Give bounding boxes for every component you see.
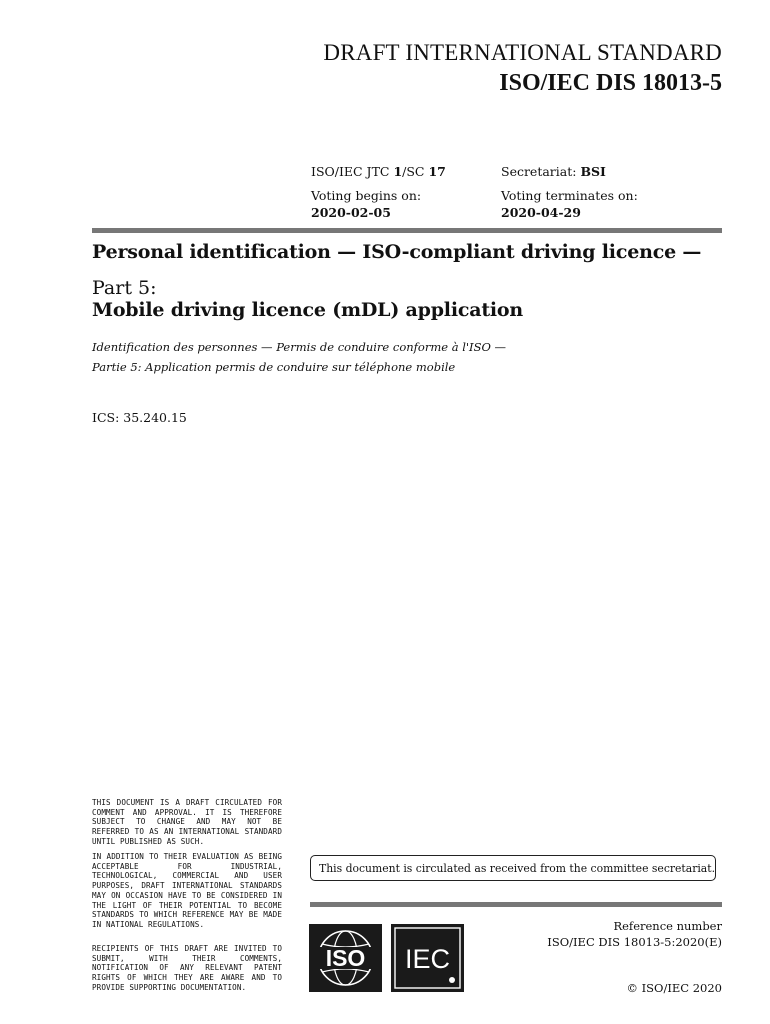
reference-label: Reference number	[613, 919, 722, 933]
circulated-note: This document is circulated as received from the committee secretariat.	[310, 855, 716, 881]
part-label: Part 5:	[92, 277, 157, 299]
french-title-line2: Partie 5: Application permis de conduire sur téléphone mobile	[92, 360, 456, 374]
iec-logo-icon	[391, 924, 464, 992]
reference-block	[547, 918, 722, 950]
iso-logo	[309, 924, 382, 992]
french-title-line1: Identification des personnes — Permis de conduire conforme à l'ISO —	[92, 340, 507, 354]
copyright: © ISO/IEC 2020	[626, 981, 722, 995]
sub-title: Mobile driving licence (mDL) application	[92, 299, 524, 321]
voting-begins	[311, 187, 421, 221]
secretariat: Secretariat: BSI	[501, 164, 606, 179]
svg-text:ISO: ISO	[325, 945, 366, 971]
committee: ISO/IEC JTC 1/SC 17	[311, 164, 446, 179]
voting-begins-label: Voting begins on:	[311, 188, 422, 203]
voting-terminates	[501, 187, 638, 221]
reference-number: ISO/IEC DIS 18013-5:2020(E)	[547, 935, 722, 949]
document-status: DRAFT INTERNATIONAL STANDARD	[323, 40, 722, 65]
iec-logo	[391, 924, 464, 992]
voting-begins-date: 2020-02-05	[311, 205, 391, 220]
footer-rule	[310, 902, 722, 907]
draft-notice-1: THIS DOCUMENT IS A DRAFT CIRCULATED FOR COMMENT AND APPROVAL. IT IS THEREFORE SUBJECT TO CHANGE AND MAY NOT BE REFERRED TO AS AN INTERNATIONAL STANDARD UNTIL PUBLISHED AS SUCH.	[92, 798, 282, 846]
svg-text:IEC: IEC	[404, 944, 451, 974]
draft-notice-2: IN ADDITION TO THEIR EVALUATION AS BEING ACCEPTABLE FOR INDUSTRIAL, TECHNOLOGICAL, COMMERCIAL AND USER PURPOSES, DRAFT INTERNATIONAL STANDARDS MAY ON OCCASION HAVE TO BE CONSIDERED IN THE LIGHT OF THEIR POTENTIAL TO BECOME STANDARDS TO WHICH REFERENCE MAY BE MADE IN NATIONAL REGULATIONS.	[92, 852, 282, 929]
voting-terminates-label: Voting terminates on:	[501, 188, 638, 203]
iso-logo-icon	[309, 924, 382, 992]
ics-code: ICS: 35.240.15	[92, 410, 187, 425]
header-rule	[92, 228, 722, 233]
document-number: ISO/IEC DIS 18013-5	[499, 70, 722, 96]
voting-terminates-date: 2020-04-29	[501, 205, 581, 220]
draft-notice-3: RECIPIENTS OF THIS DRAFT ARE INVITED TO SUBMIT, WITH THEIR COMMENTS, NOTIFICATION OF ANY RELEVANT PATENT RIGHTS OF WHICH THEY ARE AWARE AND TO PROVIDE SUPPORTING DOCUMENTATION.	[92, 944, 282, 992]
main-title: Personal identification — ISO-compliant driving licence —	[92, 241, 702, 263]
